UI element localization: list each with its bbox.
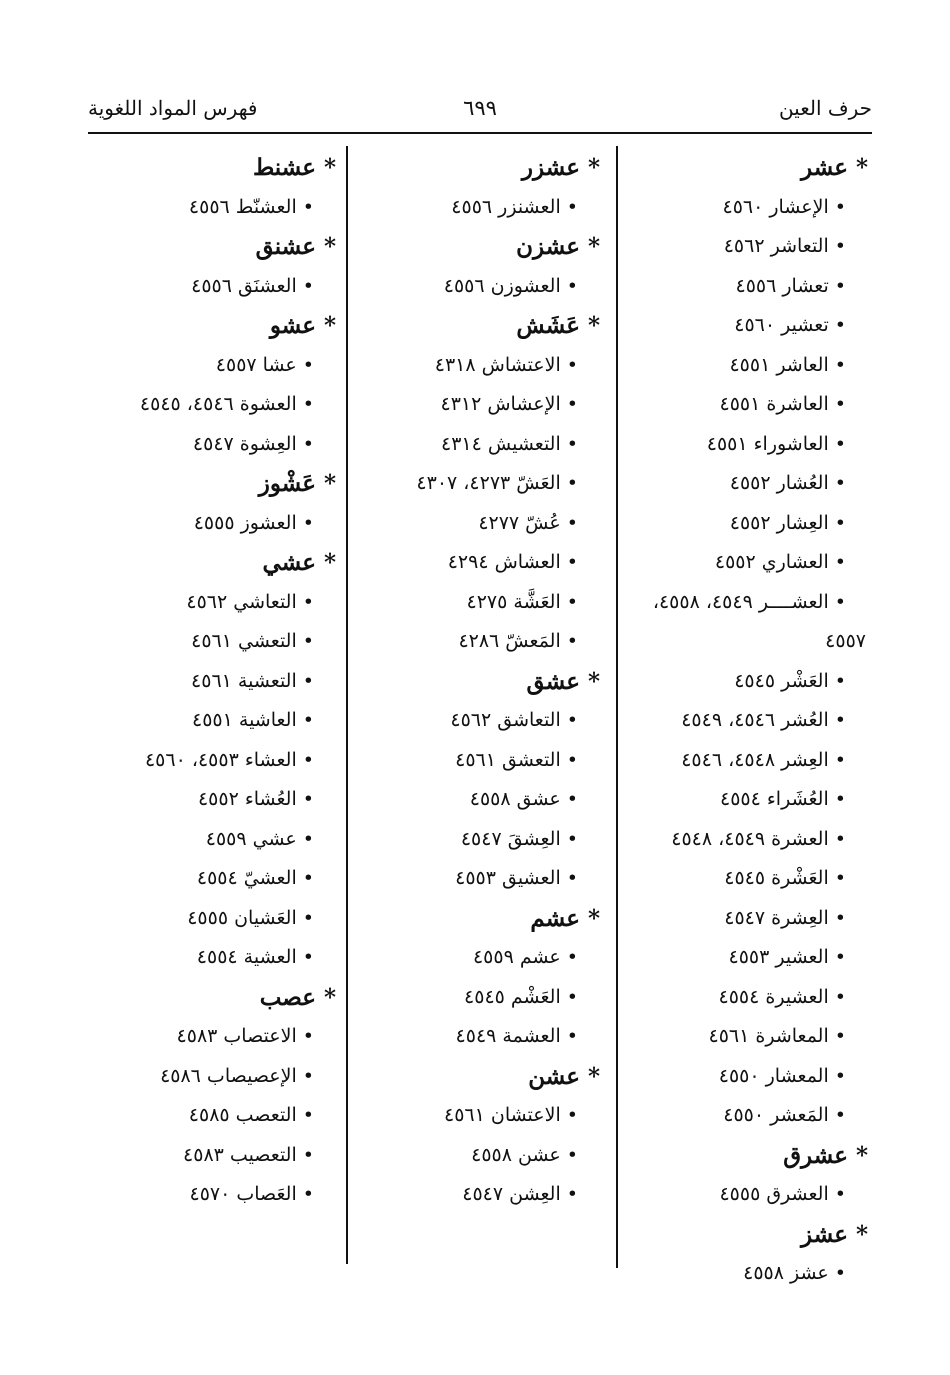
index-entry: • الاعتشان ٤٥٦١ xyxy=(444,1104,578,1126)
index-entry: • المَعشّ ٤٢٨٦ xyxy=(458,630,578,652)
index-entry: • الإعشار ٤٥٦٠ xyxy=(722,195,846,218)
root-heading: * عَشَش xyxy=(516,312,600,339)
index-entry: • التعصب ٤٥٨٥ xyxy=(188,1104,314,1126)
index-entry: • العُشار ٤٥٥٢ xyxy=(729,472,846,494)
index-entry: • العشرة ٤٥٤٩، ٤٥٤٨ xyxy=(671,827,846,850)
root-heading: * عشم xyxy=(530,904,600,932)
index-entry: • العُشر ٤٥٤٦، ٤٥٤٩ xyxy=(681,709,846,731)
root-heading: * عشنق xyxy=(255,233,336,260)
root-heading: * عشي xyxy=(262,549,336,576)
index-entry: • العشنّط ٤٥٥٦ xyxy=(188,195,314,218)
root-heading: * عشرق xyxy=(783,1141,868,1169)
header-rule xyxy=(88,132,872,134)
index-entry: • العشنَق ٤٥٥٦ xyxy=(191,274,314,297)
page-header xyxy=(88,96,872,130)
index-entry: • العشيق ٤٥٥٣ xyxy=(455,867,578,889)
index-entry: • المعشار ٤٥٥٠ xyxy=(718,1064,846,1087)
index-entry: • العُشَراء ٤٥٥٤ xyxy=(720,788,846,810)
index-entry: • عشز ٤٥٥٨ xyxy=(743,1262,846,1284)
index-entry: • العَشّ ٤٢٧٣، ٤٣٠٧ xyxy=(416,472,578,494)
index-entry: • العشيرة ٤٥٥٤ xyxy=(718,985,846,1008)
index-entry: • العَشيان ٤٥٥٥ xyxy=(187,906,314,929)
index-entry: • العشية ٤٥٥٤ xyxy=(196,946,314,968)
index-column-right xyxy=(628,148,868,1294)
index-entry: • تعشار ٤٥٥٦ xyxy=(735,274,846,297)
index-entry: • العِشر ٤٥٤٨، ٤٥٤٦ xyxy=(681,748,846,771)
index-entry: • العِشن ٤٥٤٧ xyxy=(462,1183,578,1205)
index-entry: • العُشاء ٤٥٥٢ xyxy=(197,788,314,810)
root-heading: * عشزن xyxy=(516,233,600,260)
index-entry: • التعشيش ٤٣١٤ xyxy=(441,432,578,455)
index-entry: • العاشوراء ٤٥٥١ xyxy=(706,432,846,455)
index-entry: • العاشية ٤٥٥١ xyxy=(192,709,314,731)
index-entry: • العشوزن ٤٥٥٦ xyxy=(443,274,578,297)
root-heading: * عصب xyxy=(259,983,336,1011)
book-title: فهرس المواد اللغوية xyxy=(88,96,258,120)
index-entry: • التعشق ٤٥٦١ xyxy=(455,748,578,771)
index-entry: • التعاشر ٤٥٦٢ xyxy=(723,235,846,257)
index-entry: • الاعتشاش ٤٣١٨ xyxy=(434,353,578,376)
root-heading: * عشزر xyxy=(521,154,600,181)
index-entry: • الاعتصاب ٤٥٨٣ xyxy=(176,1025,314,1047)
index-entry: • العَشْر ٤٥٤٥ xyxy=(734,669,846,692)
index-entry: • التعصيب ٤٥٨٣ xyxy=(183,1143,314,1166)
index-entry: • العاشرة ٤٥٥١ xyxy=(719,393,846,415)
index-column-middle xyxy=(370,148,600,1215)
index-entry: • العِشار ٤٥٥٢ xyxy=(729,511,846,534)
index-entry: • العشير ٤٥٥٣ xyxy=(728,946,846,968)
page-number: ٦٩٩ xyxy=(463,96,497,120)
column-divider xyxy=(346,146,348,1264)
index-entry: • العاشر ٤٥٥١ xyxy=(729,353,846,376)
index-entry: • عشق ٤٥٥٨ xyxy=(469,788,578,810)
index-entry: • العَشْم ٤٥٤٥ xyxy=(464,985,578,1008)
index-entry: • العشوز ٤٥٥٥ xyxy=(193,511,314,534)
index-entry: • العَشَّة ٤٢٧٥ xyxy=(466,590,578,613)
root-heading: * عشر xyxy=(801,154,868,181)
index-entry: • عشن ٤٥٥٨ xyxy=(471,1143,578,1166)
index-entry: • العَشْرة ٤٥٤٥ xyxy=(724,867,846,889)
entry-continuation: ٤٥٥٧ xyxy=(825,630,866,652)
index-entry: • العشاء ٤٥٥٣، ٤٥٦٠ xyxy=(144,748,314,771)
index-entry: • عُشّ ٤٢٧٧ xyxy=(478,511,578,534)
index-entry: • عشم ٤٥٥٩ xyxy=(472,946,578,968)
column-divider xyxy=(616,146,618,1268)
index-entry: • التعشية ٤٥٦١ xyxy=(191,669,314,692)
index-entry: • العشاش ٤٢٩٤ xyxy=(447,551,578,573)
index-entry: • الإعصيصاب ٤٥٨٦ xyxy=(160,1064,314,1087)
index-entry: • تعشير ٤٥٦٠ xyxy=(734,314,846,336)
index-entry: • المعاشرة ٤٥٦١ xyxy=(708,1025,846,1047)
root-heading: * عشز xyxy=(801,1220,868,1248)
root-heading: * عشنط xyxy=(252,154,336,181)
index-entry: • عشا ٤٥٥٧ xyxy=(215,353,314,376)
index-entry: • العشاري ٤٥٥٢ xyxy=(714,551,846,573)
index-entry: • المَعشر ٤٥٥٠ xyxy=(723,1104,846,1126)
index-entry: • العَصاب ٤٥٧٠ xyxy=(189,1183,314,1205)
index-entry: • العشرق ٤٥٥٥ xyxy=(719,1183,846,1205)
index-entry: • العشنزر ٤٥٥٦ xyxy=(451,195,578,218)
index-entry: • العشــــر ٤٥٤٩، ٤٥٥٨، xyxy=(652,590,846,613)
root-heading: * عشن xyxy=(528,1062,600,1090)
index-entry: • العشمة ٤٥٤٩ xyxy=(455,1025,578,1047)
section-title: حرف العين xyxy=(778,96,872,120)
root-heading: * عشق xyxy=(526,667,600,695)
root-heading: * عَشْوز xyxy=(258,470,336,497)
index-entry: • التعاشق ٤٥٦٢ xyxy=(450,709,578,731)
index-entry: • العِشوة ٤٥٤٧ xyxy=(192,432,314,455)
index-entry: • العشوة ٤٥٤٦، ٤٥٤٥ xyxy=(139,393,314,415)
index-entry: • عشي ٤٥٥٩ xyxy=(205,827,314,850)
index-entry: • العِشقَ ٤٥٤٧ xyxy=(460,827,578,850)
index-entry: • التعاشي ٤٥٦٢ xyxy=(186,590,314,613)
index-column-left xyxy=(96,148,336,1215)
index-entry: • العشيّ ٤٥٥٤ xyxy=(196,867,314,889)
index-entry: • العِشرة ٤٥٤٧ xyxy=(724,906,846,929)
index-entry: • التعشي ٤٥٦١ xyxy=(191,630,314,652)
index-entry: • الإعشاش ٤٣١٢ xyxy=(440,393,578,415)
root-heading: * عشو xyxy=(269,312,336,339)
